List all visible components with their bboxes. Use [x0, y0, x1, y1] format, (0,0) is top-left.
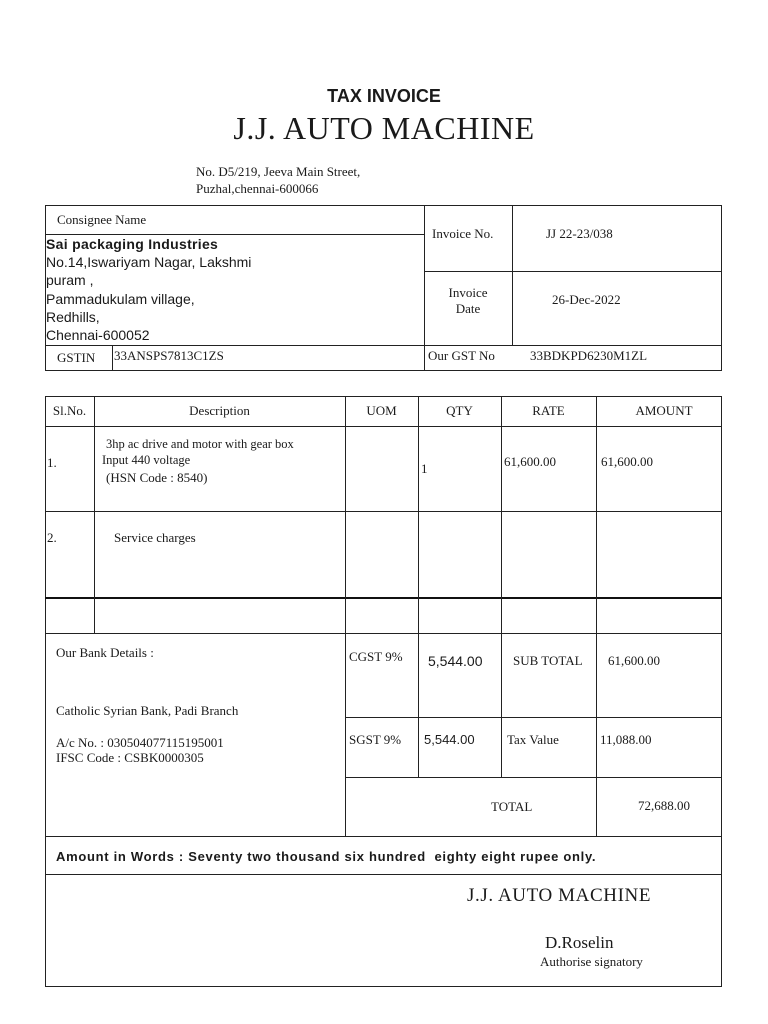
row-description-line1: 3hp ac drive and motor with gear box [106, 437, 294, 451]
consignee-label: Consignee Name [57, 212, 147, 227]
document-type: TAX INVOICE [327, 86, 441, 106]
tax-value-amount: 11,088.00 [600, 732, 652, 747]
row-description-line1: Service charges [114, 530, 196, 545]
row-qty: 1 [421, 461, 428, 476]
cgst-label: CGST 9% [349, 649, 403, 664]
total-value: 72,688.00 [638, 798, 690, 813]
col-header-uom: UOM [366, 403, 397, 418]
col-header-rate: RATE [532, 403, 565, 418]
consignee-address-line3: Pammadukulam village, [46, 291, 195, 307]
company-name: J.J. AUTO MACHINE [233, 110, 535, 146]
bank-ifsc: IFSC Code : CSBK0000305 [56, 750, 204, 765]
bank-details-title: Our Bank Details : [56, 645, 154, 660]
col-header-qty: QTY [446, 403, 473, 418]
amount-in-words: Amount in Words : Seventy two thousand six hundred eighty eight rupee only. [56, 849, 597, 864]
sgst-value: 5,544.00 [424, 732, 475, 747]
invoice-date: 26-Dec-2022 [552, 292, 621, 307]
signature-company: J.J. AUTO MACHINE [467, 885, 652, 906]
invoice-date-label-line2: Date [455, 301, 481, 316]
invoice-no-label: Invoice No. [432, 226, 494, 241]
company-address-line1: No. D5/219, Jeeva Main Street, [196, 164, 361, 179]
company-address-line2: Puzhal,chennai-600066 [196, 181, 319, 196]
tax-value-label: Tax Value [507, 732, 559, 747]
gstin-value: 33ANSPS7813C1ZS [114, 348, 224, 363]
consignee-address-line5: Chennai-600052 [46, 327, 150, 343]
signatory-name: D.Roselin [545, 933, 614, 952]
row-description-line3: (HSN Code : 8540) [106, 470, 208, 485]
cgst-value: 5,544.00 [428, 653, 483, 669]
bank-name: Catholic Syrian Bank, Padi Branch [56, 703, 239, 718]
bank-account: A/c No. : 030504077115195001 [56, 735, 224, 750]
col-header-slno: Sl.No. [52, 403, 87, 418]
row-amount: 61,600.00 [601, 454, 653, 469]
row-description-line2: Input 440 voltage [102, 453, 191, 467]
row-slno: 2. [47, 530, 57, 545]
consignee-name: Sai packaging Industries [46, 236, 219, 252]
signatory-role: Authorise signatory [540, 954, 643, 969]
row-rate: 61,600.00 [504, 454, 556, 469]
our-gst-value: 33BDKPD6230M1ZL [530, 348, 648, 363]
our-gst-label: Our GST No [428, 348, 495, 363]
consignee-address-line2: puram , [46, 272, 94, 288]
col-header-amount: AMOUNT [635, 403, 693, 418]
subtotal-label: SUB TOTAL [513, 653, 583, 668]
invoice-date-label-line1: Invoice [448, 285, 488, 300]
sgst-label: SGST 9% [349, 732, 402, 747]
row-slno: 1. [47, 455, 57, 470]
consignee-address-line4: Redhills, [46, 309, 100, 325]
invoice-no: JJ 22-23/038 [546, 226, 613, 241]
col-header-description: Description [189, 403, 250, 418]
gstin-label: GSTIN [57, 350, 96, 365]
consignee-address-line1: No.14,Iswariyam Nagar, Lakshmi [46, 254, 252, 270]
subtotal-value: 61,600.00 [608, 653, 660, 668]
total-label: TOTAL [491, 799, 533, 814]
